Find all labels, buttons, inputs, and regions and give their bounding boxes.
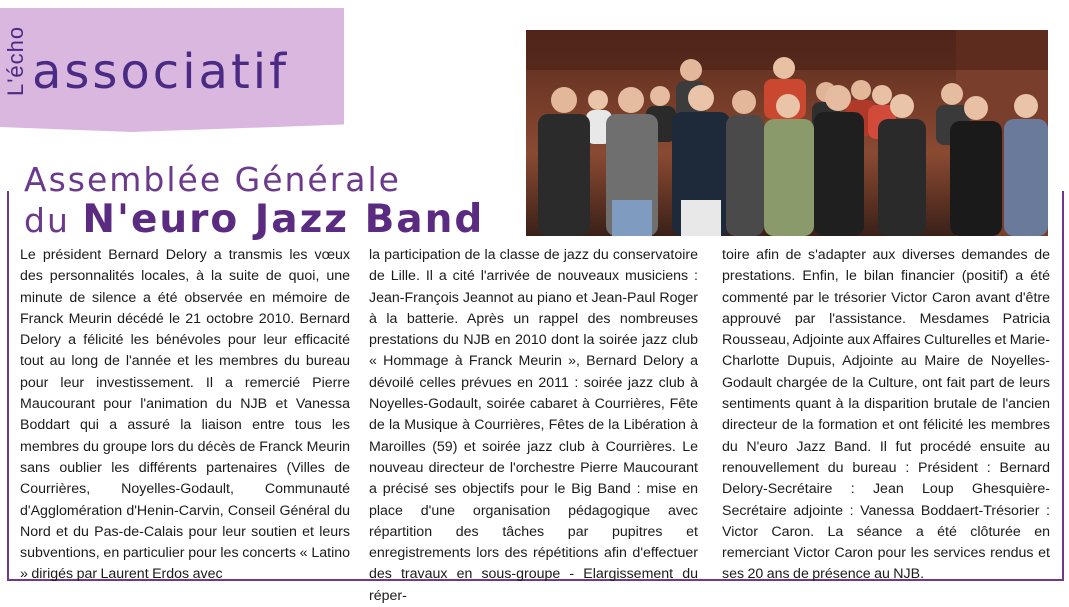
article-title-line2 bbox=[24, 197, 485, 242]
article-column-3: toire afin de s'adapter aux diverses demandes de prestations. Enfin, le bilan financier (positif) a été commenté par le trésorier Victor Caron avant d'être approuvé par l'assistance. Mesdames Patricia Rousseau, Adjointe aux Affaires Culturelles et Marie-Charlotte Dupuis, Adjointe au Maire de Noyelles-Godault chargée de la Culture, ont fait part de leurs sentiments quant à la disparition brutale de l'ancien directeur de la formation et ont félicité les membres du N'euro Jazz Band. Il fut procédé ensuite au renouvellement du bureau : Président : Bernard Delory-Secrétaire : Jean Loup Ghesquière-Secrétaire adjointe : Vanessa Boddaert-Trésorier : Victor Caron. La séance a été clôturée en remerciant Victor Caron pour les services rendus et ses 20 ans de présence au NJB. bbox=[722, 247, 1050, 583]
section-small-label: L'écho bbox=[3, 25, 28, 96]
article-title-line1: Assemblée Générale bbox=[24, 160, 401, 199]
article-column-2: la participation de la classe de jazz du conservatoire de Lille. Il a cité l'arrivée de nouveaux musiciens : Jean-François Jeannot au piano et Jean-Paul Roger à la batterie. Après un rappel des nombreuses prestations du NJB en 2010 dont la soirée jazz club « Hommage à Franck Meurin », Bernard Delory a dévoilé celles prévues en 2011 : soirée jazz club à Noyelles-Godault, soirée cabaret à Courrières, Fête de la Musique à Courrières, Fêtes de la Libération à Maroilles (59) et soirée jazz club à Courrières. Le nouveau directeur de l'orchestre Pierre Maucourant a précisé ses objectifs pour le Big Band : mise en place d'une organisation pédagogique avec répartition des tâches par pupitres et enregistrements lors des répétitions afin d'effectuer des travaux en sous-groupe - Elargissement du réper- bbox=[369, 247, 698, 604]
section-title: associatif bbox=[32, 44, 289, 100]
article-title-du: du bbox=[24, 201, 83, 240]
article-title-band-name: N'euro Jazz Band bbox=[82, 197, 485, 242]
article-column-1: Le président Bernard Delory a transmis les vœux des personnalités locales, à la suite de quoi, une minute de silence a été observée en mémoire de Franck Meurin décédé le 21 octobre 2010. Bernard Delory a félicité les bénévoles pour leur efficacité tout au long de l'année et les membres du bureau pour leur investissement. Il a remercié Pierre Maucourant pour l'animation du NJB et Vanessa Boddart qui a assuré la liaison entre tous les membres du groupe lors du décès de Franck Meurin sans oublier les différents partenaires (Villes de Courrières, Noyelles-Godault, Communauté d'Agglomération d'Henin-Carvin, Conseil Général du Nord et du Pas-de-Calais pour leur soutien et leurs subventions, en particulier pour les concerts « Latino » dirigés par Laurent Erdos avec bbox=[20, 247, 350, 583]
